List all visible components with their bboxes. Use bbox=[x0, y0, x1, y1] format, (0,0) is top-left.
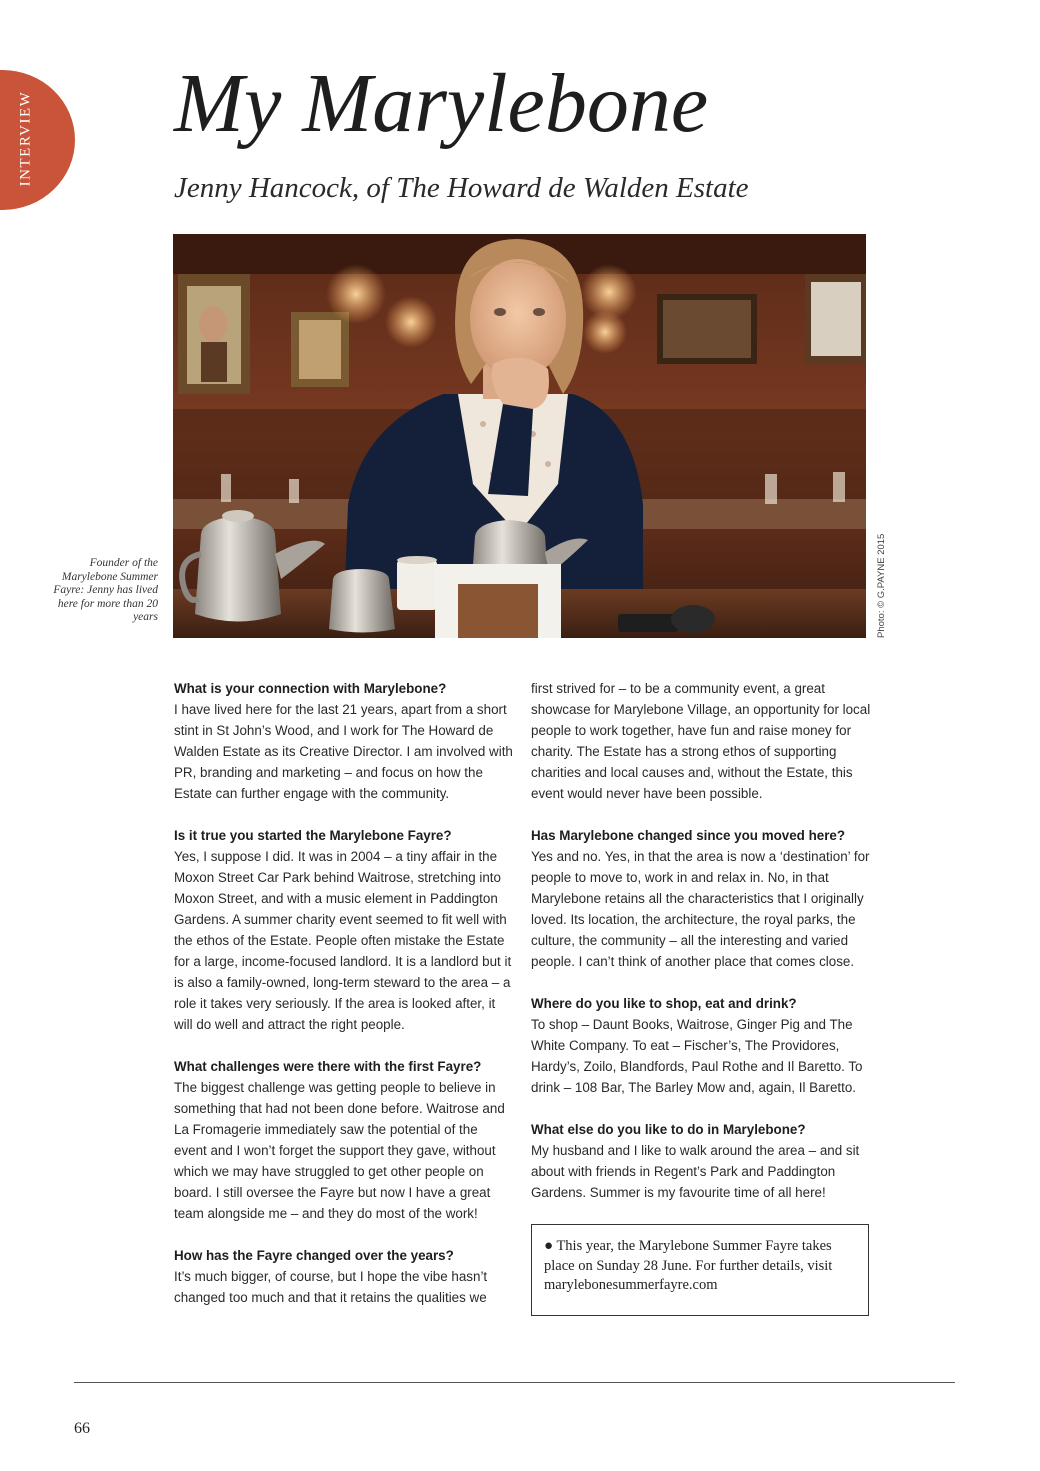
article-subtitle: Jenny Hancock, of The Howard de Walden Estate bbox=[174, 172, 749, 204]
section-tab bbox=[0, 70, 75, 210]
question: What challenges were there with the first Fayre? bbox=[174, 1059, 482, 1074]
question: How has the Fayre changed over the years? bbox=[174, 1248, 454, 1263]
qa-block bbox=[531, 993, 871, 1098]
question: Where do you like to shop, eat and drink? bbox=[531, 996, 797, 1011]
answer: To shop – Daunt Books, Waitrose, Ginger Pig and The White Company. To eat – Fischer’s, The Providores, Hardy’s, Zoilo, Blandfords, Paul Rothe and Il Baretto. To drink – 108 Bar, The Barley Mow and, again, Il Baretto. bbox=[531, 1017, 863, 1095]
qa-block bbox=[174, 1245, 514, 1308]
qa-block bbox=[174, 678, 514, 804]
restaurant-portrait-illustration bbox=[173, 234, 866, 638]
article-column-right bbox=[531, 678, 871, 1316]
answer: It’s much bigger, of course, but I hope the vibe hasn’t changed too much and that it retains the qualities we bbox=[174, 1269, 488, 1305]
article-column-left bbox=[174, 678, 514, 1329]
answer-continuation: first strived for – to be a community event, a great showcase for Marylebone Village, an opportunity for local people to work together, have fun and raise money for charity. The Estate has a strong ethos of supporting charities and local causes and, without the Estate, this event would never have been possible. bbox=[531, 681, 871, 801]
qa-block bbox=[174, 825, 514, 1035]
page-number: 66 bbox=[74, 1420, 90, 1437]
question: What is your connection with Marylebone? bbox=[174, 681, 447, 696]
portrait-photo bbox=[173, 234, 866, 638]
question: What else do you like to do in Marylebone? bbox=[531, 1122, 806, 1137]
article-title: My Marylebone bbox=[174, 57, 709, 150]
bullet-icon: ● bbox=[544, 1238, 554, 1254]
section-tab-label: INTERVIEW bbox=[17, 90, 34, 187]
fayre-info-text: This year, the Marylebone Summer Fayre takes place on Sunday 28 June. For further details, visit marylebonesummerfayre.com bbox=[544, 1238, 833, 1293]
photo-caption: Founder of the Marylebone Summer Fayre: Jenny has lived here for more than 20 years bbox=[53, 557, 158, 624]
question: Has Marylebone changed since you moved here? bbox=[531, 828, 846, 843]
question: Is it true you started the Marylebone Fayre? bbox=[174, 828, 452, 843]
fayre-info-box bbox=[531, 1224, 869, 1316]
answer: I have lived here for the last 21 years, apart from a short stint in St John’s Wood, and I work for The Howard de Walden Estate as its Creative Director. I am involved with PR, branding and marketing – and focus on how the Estate can further engage with the community. bbox=[174, 702, 513, 801]
photo-credit: Photo: © G.PAYNE 2015 bbox=[876, 533, 887, 638]
answer: Yes and no. Yes, in that the area is now a ‘destination’ for people to move to, work in and relax in. No, in that Marylebone retains all the characteristics that I originally loved. Its location, the architecture, the royal parks, the culture, the community – all the interesting and varied people. I can’t think of another place that comes close. bbox=[531, 849, 870, 969]
answer: My husband and I like to walk around the area – and sit about with friends in Regent’s Park and Paddington Gardens. Summer is my favourite time of all here! bbox=[531, 1143, 860, 1200]
answer: The biggest challenge was getting people to believe in something that had not been done before. Waitrose and La Fromagerie immediately saw the potential of the event and I won’t forget the support they gave, without which we may have struggled to get other people on board. I still oversee the Fayre but now I have a great team alongside me – and they do most of the work! bbox=[174, 1080, 505, 1221]
qa-block bbox=[531, 825, 871, 972]
footer-divider bbox=[74, 1382, 955, 1383]
answer: Yes, I suppose I did. It was in 2004 – a tiny affair in the Moxon Street Car Park behind Waitrose, stretching into Moxon Street, and with a music element in Paddington Gardens. A summer charity event seemed to fit well with the ethos of the Estate. People often mistake the Estate for a large, income-focused landlord. It is a landlord but it is also a family-owned, long-term steward to the area – a role it takes very seriously. If the area is looked after, it will do well and attract the right people. bbox=[174, 849, 512, 1032]
qa-block bbox=[174, 1056, 514, 1224]
qa-block bbox=[531, 1119, 871, 1203]
